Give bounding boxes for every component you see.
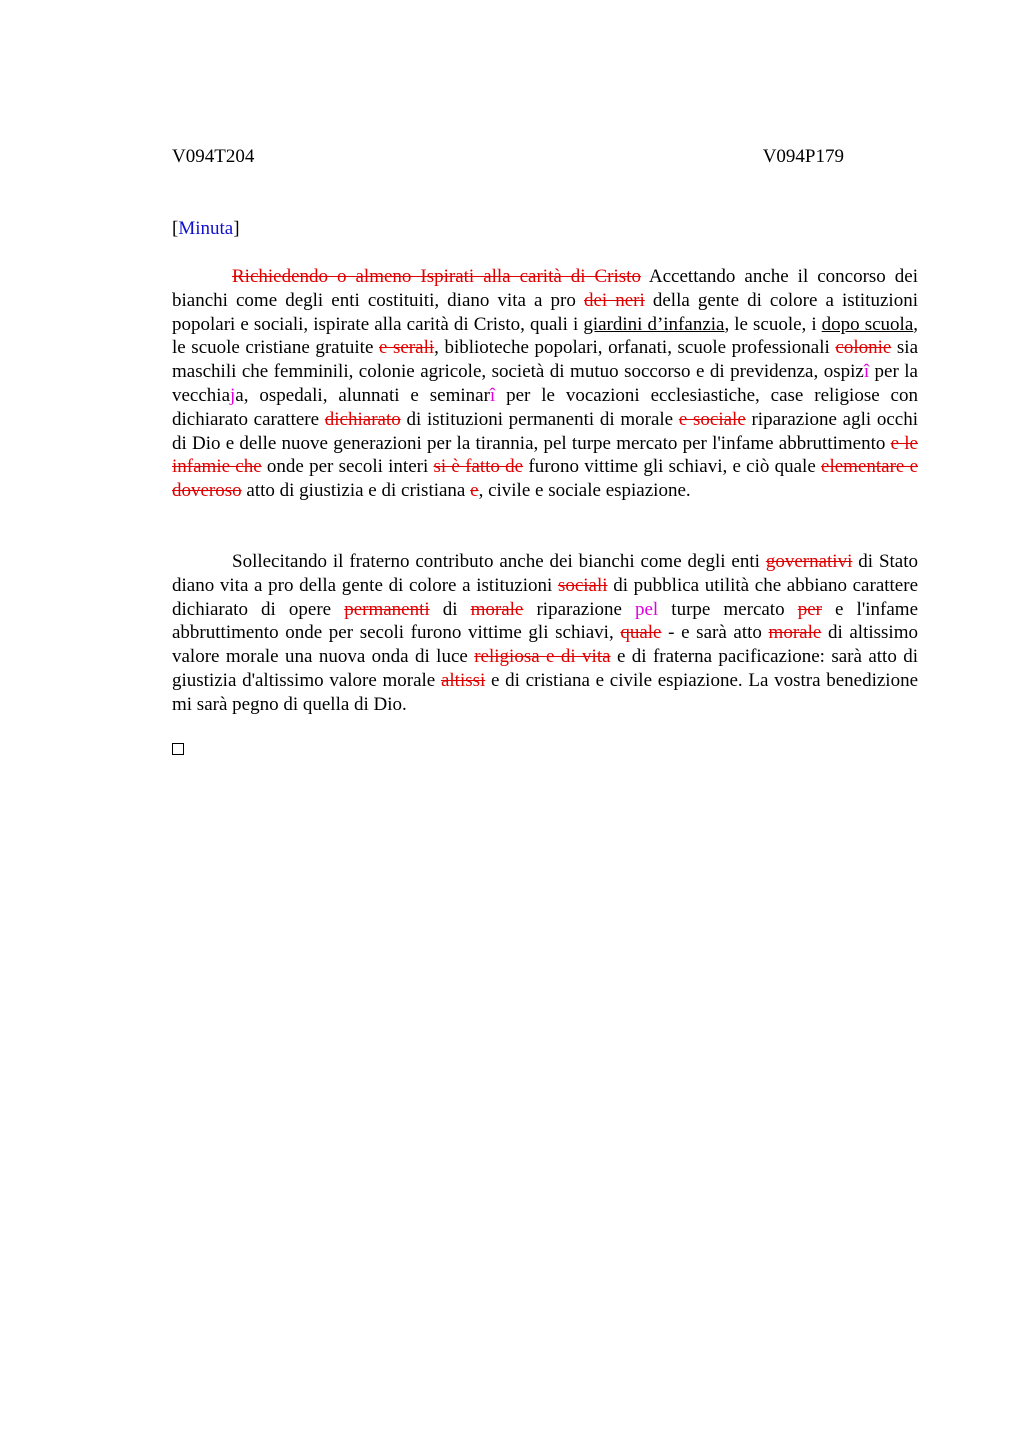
document-code-left: V094T204 [172,146,255,167]
deletion: quale [620,622,662,644]
deletion: e [470,480,479,502]
deletion: religiosa e di vita [474,646,611,668]
deletion: e sociale [678,408,746,430]
text: furono vittime gli schiavi, e ciò quale [523,456,822,478]
text: per le vocazioni ecclesiastiche, case religiose con dichiarato carattere [172,384,918,430]
text: per la vecchia [172,361,918,406]
text: , le scuole cristiane gratuite [172,313,919,359]
deletion: elementare e doveroso [172,456,919,502]
text: sia maschili che femminili, colonie agricole, società di mutuo soccorso e di previdenza, ospiz [172,337,919,383]
page-header [172,145,844,169]
text: e di fraterna pacificazione: sarà atto di giustizia d'altissimo valore morale [172,646,919,691]
text: di istituzioni permanenti di morale [400,408,679,430]
deletion: Richiedendo o almeno Ispirati alla carità di Cristo [232,266,641,287]
minuta-text: Minuta [178,218,234,239]
text: turpe mercato [658,598,798,620]
text: e l'infame abbruttimento onde per secoli furono vittime gli schiavi, [172,598,919,644]
text: di Stato diano vita a pro della gente di colore a istituzioni [172,551,918,596]
text: di altissimo valore morale una nuova onda di luce [172,622,918,668]
underlined-text: dopo scuola [821,313,914,335]
insertion: î [863,361,870,383]
bracket-close: ] [233,218,240,239]
insertion: pel [634,598,659,620]
text: di pubblica utilità che abbiano carattere dichiarato di opere [172,574,918,620]
text: della gente di colore a istituzioni popolari e sociali, ispirate alla carità di Cristo, quali i [172,289,918,335]
text: di [429,598,471,620]
deletion: e serali [378,337,435,359]
deletion: e le infamie che [172,432,918,478]
text: e di cristiana e civile espiazione. La vostra benedizione mi sarà pegno di quella di Dio. [172,669,919,715]
paragraph-1 [172,265,918,503]
text: riparazione agli occhi di Dio e delle nuove generazioni per la tirannia, pel turpe mercato per l'infame abbruttimento [172,408,918,454]
text: riparazione [523,598,635,620]
deletion: governativi [765,551,853,572]
deletion: per [797,598,822,620]
insertion: j [230,384,236,406]
text: a, ospedali, alunnati e seminar [235,384,490,406]
insertion: î [489,384,496,406]
text: Sollecitando il fraterno contributo anche dei bianchi come degli enti [232,551,766,572]
deletion: permanenti [344,598,430,620]
paragraph-2 [172,550,918,717]
text: atto di giustizia e di cristiana [241,480,471,502]
deletion: morale [768,622,822,644]
deletion: colonie [835,337,892,359]
text: - e sarà atto [661,622,769,644]
bracket-open: [ [172,218,179,239]
checkbox-square-icon [172,743,184,755]
deletion: si è fatto de [433,456,524,478]
underlined-text: giardini d’infanzia [583,313,725,335]
deletion: sociali [557,574,608,596]
document-code-right: V094P179 [762,146,844,167]
minuta-label [172,217,240,241]
deletion: dei neri [583,289,645,311]
deletion: dichiarato [324,408,401,430]
text: , biblioteche popolari, orfanati, scuole professionali [434,337,836,359]
text: onde per secoli interi [261,456,434,478]
text: , le scuole, i [724,313,822,335]
deletion: altissi [440,669,486,691]
text: Accettando anche il concorso dei bianchi come degli enti costituiti, diano vita a pro [172,266,918,311]
deletion: morale [470,598,524,620]
text: , civile e sociale espiazione. [478,480,691,502]
